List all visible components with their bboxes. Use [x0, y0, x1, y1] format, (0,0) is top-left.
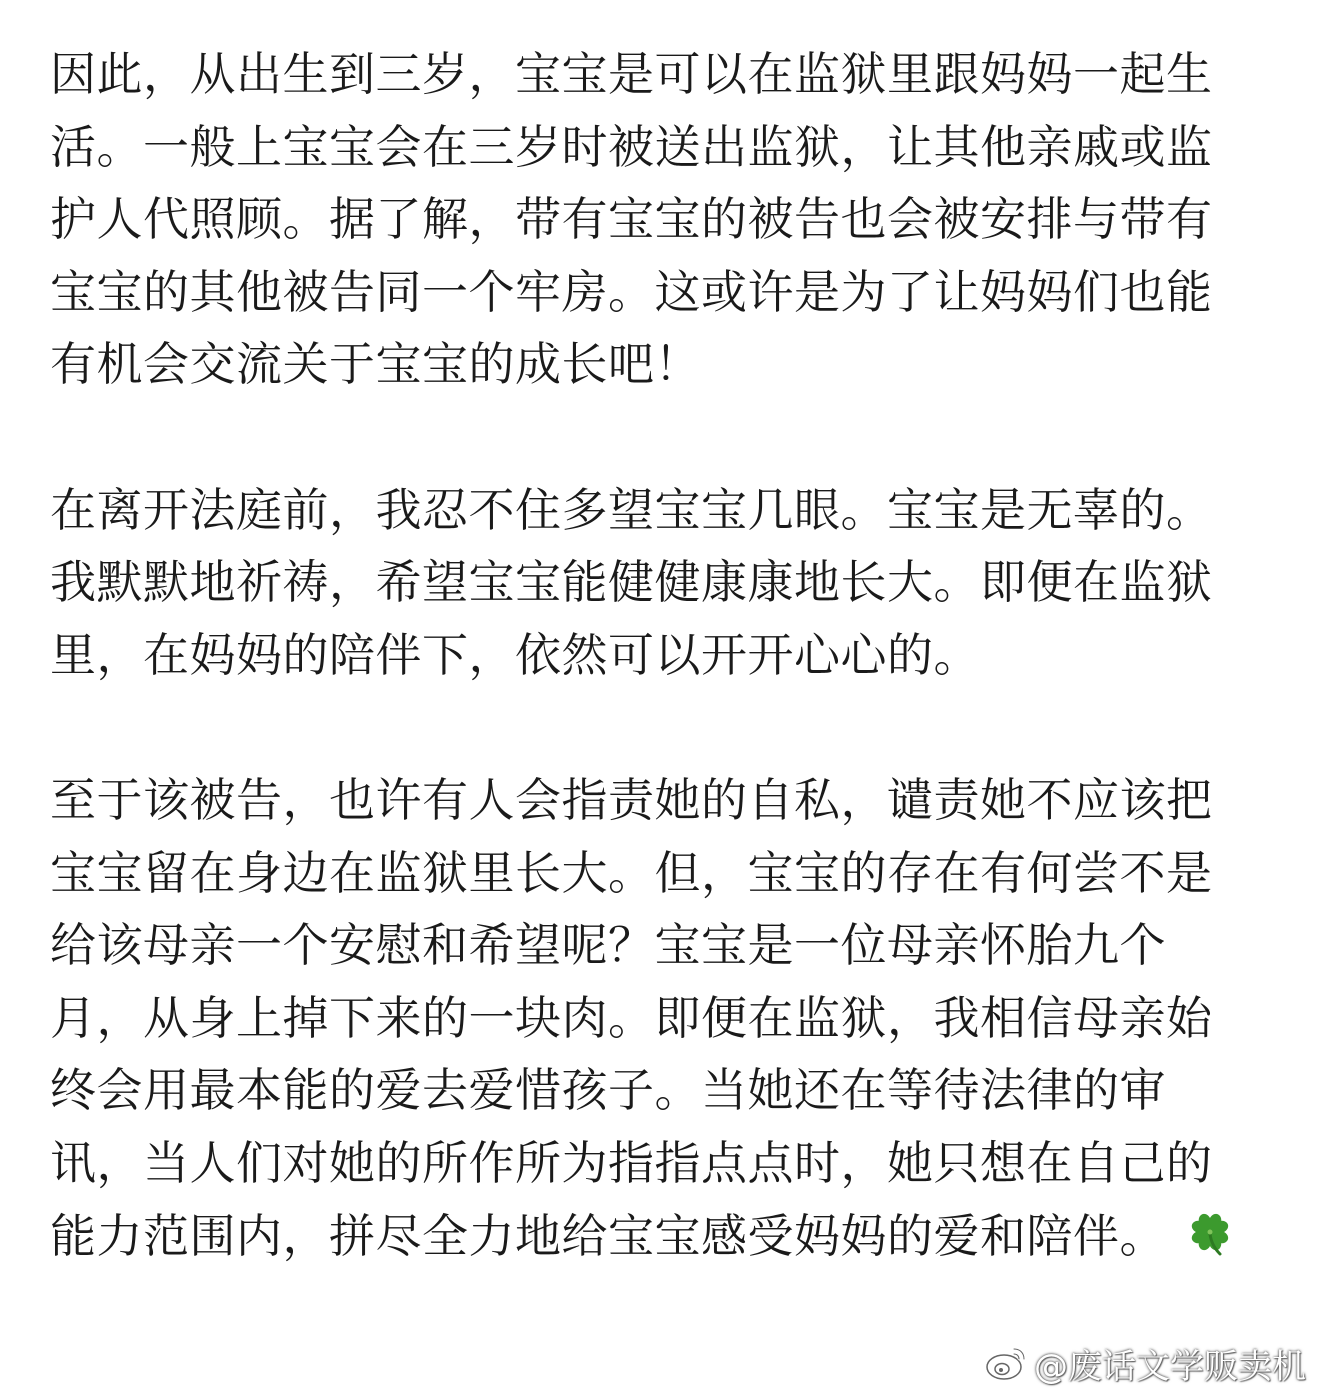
watermark-text: @废话文学贩卖机: [1034, 1346, 1306, 1387]
text-line: 讯，当人们对她的所作所为指指点点时，她只想在自己的: [50, 1135, 1213, 1190]
weibo-logo-icon: [984, 1343, 1028, 1383]
text-line: 活。一般上宝宝会在三岁时被送出监狱，让其他亲戚或监: [50, 119, 1213, 174]
text-line: 至于该被告，也许有人会指责她的自私，谴责她不应该把: [50, 772, 1213, 827]
text-line-last: [50, 1200, 1250, 1273]
text-line: 我默默地祈祷，希望宝宝能健健康康地长大。即便在监狱: [50, 555, 1213, 610]
text-line: 给该母亲一个安慰和希望呢？宝宝是一位母亲怀胎九个: [50, 918, 1166, 973]
text-line: 里，在妈妈的陪伴下，依然可以开开心心的。: [50, 627, 980, 682]
text-line: 宝宝留在身边在监狱里长大。但，宝宝的存在有何尝不是: [50, 845, 1213, 900]
paragraph-1: [50, 38, 1250, 401]
paragraph-2: [50, 474, 1250, 692]
text-line: 宝宝的其他被告同一个牢房。这或许是为了让妈妈们也能: [50, 264, 1213, 319]
paragraph-spacer: [50, 691, 1250, 764]
text-line: 在离开法庭前，我忍不住多望宝宝几眼。宝宝是无辜的。: [50, 482, 1213, 537]
text-line: 月，从身上掉下来的一块肉。即便在监狱，我相信母亲始: [50, 990, 1213, 1045]
article-body: [50, 38, 1250, 1272]
paragraph-3: [50, 764, 1250, 1272]
text-line: 有机会交流关于宝宝的成长吧！: [50, 337, 701, 392]
text-line-content: 能力范围内，拼尽全力地给宝宝感受妈妈的爱和陪伴。: [50, 1208, 1166, 1263]
text-line: 终会用最本能的爱去爱惜孩子。当她还在等待法律的审: [50, 1063, 1166, 1118]
weibo-watermark: [984, 1341, 1306, 1385]
text-line: 护人代照顾。据了解，带有宝宝的被告也会被安排与带有: [50, 192, 1213, 247]
text-line: 因此，从出生到三岁，宝宝是可以在监狱里跟妈妈一起生: [50, 47, 1213, 101]
paragraph-spacer: [50, 401, 1250, 474]
four-leaf-clover-icon: [1184, 1206, 1236, 1258]
